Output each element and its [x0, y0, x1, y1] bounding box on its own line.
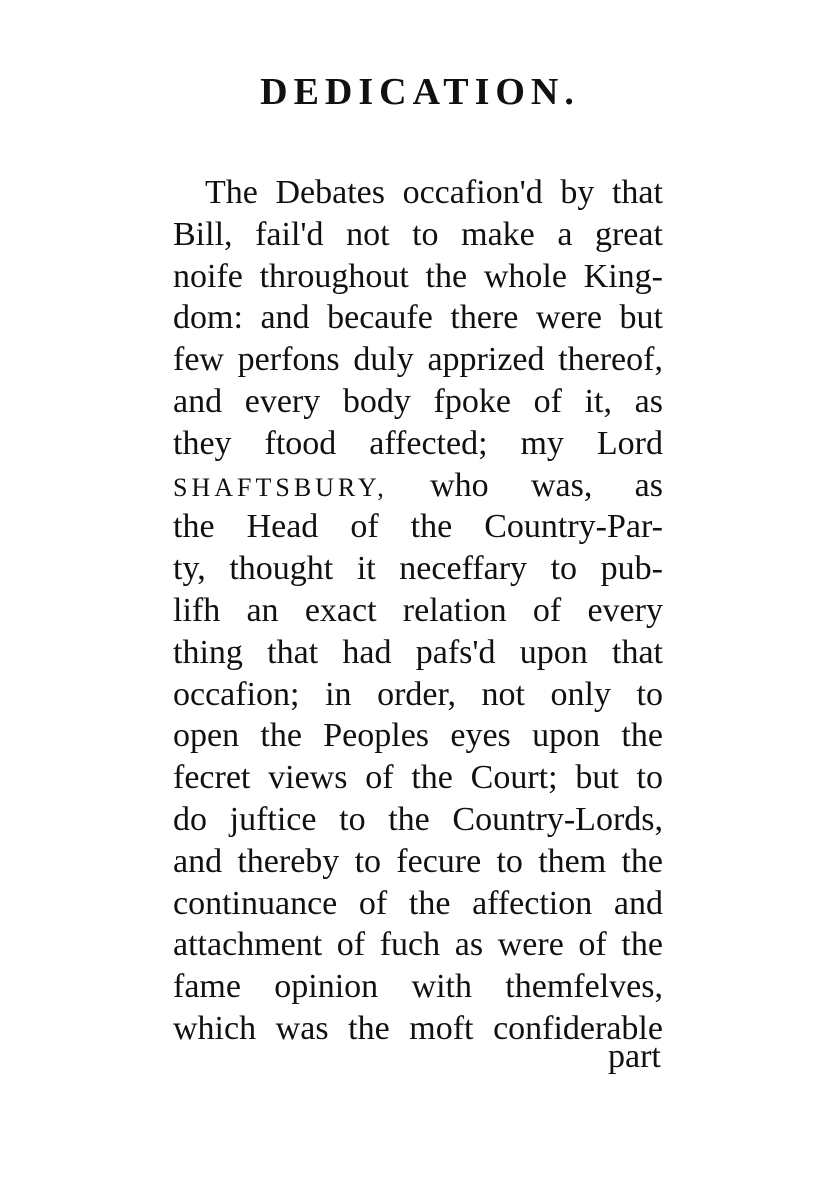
text-line	[173, 423, 663, 465]
word: which	[173, 1009, 257, 1047]
word: great	[594, 215, 663, 253]
word: relation	[402, 591, 507, 629]
word: exact	[304, 591, 377, 629]
word: had	[342, 633, 392, 671]
word: that	[267, 633, 319, 671]
word: upon	[532, 717, 601, 755]
text-line	[173, 548, 663, 590]
word: whole	[483, 257, 567, 295]
word: not	[346, 215, 390, 253]
text-line	[173, 297, 663, 339]
word: in	[325, 675, 352, 713]
text-line	[173, 799, 663, 841]
word: The	[205, 174, 258, 211]
word: themfelves,	[505, 968, 663, 1006]
word: the	[410, 508, 453, 546]
text-line	[173, 339, 663, 381]
word: but	[619, 299, 663, 337]
word: it	[356, 550, 376, 588]
word: open	[173, 717, 240, 755]
word: the	[388, 800, 430, 838]
word: body	[342, 382, 411, 420]
word: make	[461, 215, 535, 253]
word: thereof,	[558, 341, 663, 379]
word: but	[575, 759, 619, 797]
word: Country-Lords,	[452, 800, 663, 838]
word: and	[173, 382, 223, 420]
word: fpoke	[433, 382, 511, 420]
word: fecret	[173, 759, 251, 797]
text-line	[173, 674, 663, 716]
word: Country-Par-	[484, 508, 663, 546]
word: as	[634, 466, 663, 504]
word: they	[173, 424, 232, 462]
word: there	[450, 299, 519, 337]
word: that	[611, 174, 663, 211]
word: attachment	[173, 926, 323, 964]
word: were	[535, 299, 602, 337]
word: my	[520, 424, 564, 462]
text-line	[173, 506, 663, 548]
word: an	[246, 591, 279, 629]
word: of	[358, 884, 388, 922]
word: order,	[377, 675, 456, 713]
word: do	[173, 800, 207, 838]
word: occafion'd	[402, 174, 543, 211]
word: to	[636, 759, 663, 797]
word: juftice	[229, 800, 317, 838]
text-line	[173, 966, 663, 1008]
word: was	[275, 1009, 329, 1047]
word: throughout	[259, 257, 409, 295]
word: to	[636, 675, 663, 713]
word: upon	[519, 633, 588, 671]
word: Peoples	[323, 717, 430, 755]
word: apprized	[427, 341, 545, 379]
text-line	[173, 841, 663, 883]
word: that	[612, 633, 663, 671]
word: thereby	[237, 842, 340, 880]
word: Court;	[470, 759, 558, 797]
word: to	[412, 215, 439, 253]
word: not	[481, 675, 525, 713]
word: the	[408, 884, 451, 922]
page-heading: DEDICATION.	[260, 71, 580, 113]
word: ftood	[264, 424, 337, 462]
word: occafion;	[173, 675, 300, 713]
word: SHAFTSBURY,	[173, 472, 388, 502]
text-line	[173, 883, 663, 925]
text-line	[173, 1008, 663, 1050]
word: the	[621, 717, 663, 755]
word: thought	[229, 550, 334, 588]
text-line	[173, 172, 663, 214]
text-line	[173, 632, 663, 674]
word: fecure	[396, 842, 482, 880]
word: was,	[530, 466, 593, 504]
word: the	[621, 926, 663, 964]
text-line	[173, 715, 663, 757]
word: to	[496, 842, 523, 880]
word: affected;	[369, 424, 488, 462]
text-line	[173, 256, 663, 298]
text-line	[173, 757, 663, 799]
word: of	[532, 591, 562, 629]
word: to	[339, 800, 366, 838]
word: were	[497, 926, 564, 964]
word: Lord	[596, 424, 663, 462]
word: of	[336, 926, 366, 964]
word: pub-	[600, 550, 663, 588]
word: Bill,	[173, 215, 233, 253]
word: the	[348, 1009, 390, 1047]
word: to	[354, 842, 382, 880]
word: it,	[584, 382, 612, 420]
word: of	[350, 508, 379, 546]
word: noife	[173, 257, 243, 295]
word: the	[411, 759, 453, 797]
word: as	[634, 382, 663, 420]
word: every	[587, 591, 663, 629]
dedication-body-text	[173, 172, 663, 1050]
word: fail'd	[255, 215, 324, 253]
word: lifh	[173, 591, 221, 629]
word: and	[613, 884, 663, 922]
word: eyes	[450, 717, 511, 755]
word: perfons	[237, 341, 340, 379]
word: and	[260, 299, 310, 337]
word: with	[411, 968, 472, 1006]
word: every	[244, 382, 321, 420]
word: them	[538, 842, 607, 880]
word: as	[454, 926, 484, 964]
word: and	[173, 842, 223, 880]
word: pafs'd	[415, 633, 496, 671]
word: to	[550, 550, 578, 588]
word: views	[268, 759, 348, 797]
word: fuch	[379, 926, 441, 964]
word: of	[365, 759, 394, 797]
word: fame	[173, 968, 241, 1006]
word: Debates	[275, 174, 385, 211]
catchword: part	[608, 1038, 661, 1075]
word: few	[173, 341, 224, 379]
word: the	[260, 717, 302, 755]
word: ty,	[173, 550, 206, 588]
text-line	[173, 590, 663, 632]
word: who	[430, 466, 489, 504]
text-line	[173, 924, 663, 966]
word: becaufe	[327, 299, 433, 337]
word: neceffary	[399, 550, 528, 588]
text-line	[173, 381, 663, 423]
word: by	[560, 174, 595, 211]
word: the	[173, 508, 215, 546]
word: confiderable	[493, 1009, 663, 1047]
word: the	[425, 257, 468, 295]
word: moft	[409, 1009, 474, 1047]
word: of	[533, 382, 562, 420]
word: of	[578, 926, 607, 964]
word: a	[557, 215, 573, 253]
text-line	[173, 214, 663, 256]
word: thing	[173, 633, 243, 671]
word: the	[621, 842, 663, 880]
word: continuance	[173, 884, 338, 922]
word: opinion	[274, 968, 379, 1006]
word: King-	[583, 257, 663, 295]
word: Head	[246, 508, 319, 546]
word: only	[550, 675, 611, 713]
text-line	[173, 465, 663, 507]
word: dom:	[173, 299, 243, 337]
word: duly	[353, 341, 414, 379]
word: affection	[472, 884, 593, 922]
